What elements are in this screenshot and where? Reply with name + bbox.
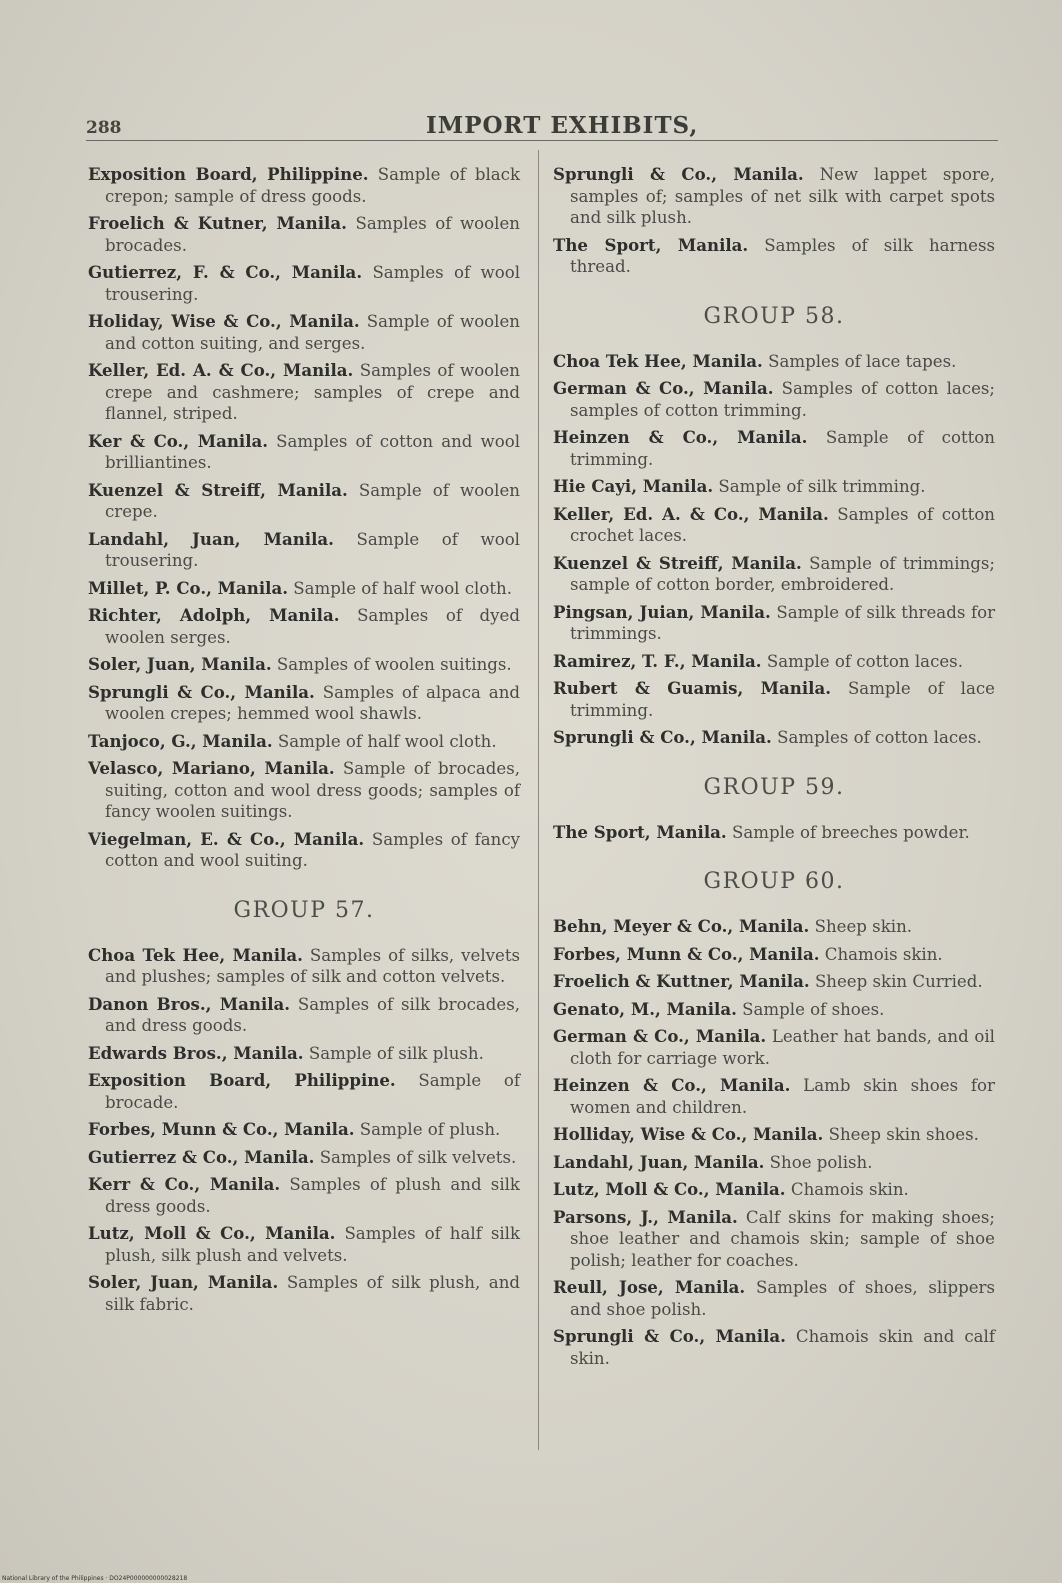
- exhibitor-name: Sprungli & Co., Manila.: [88, 681, 315, 702]
- exhibit-description: Sheep skin Curried.: [814, 972, 983, 991]
- exhibitor-name: The Sport, Manila.: [553, 821, 727, 842]
- exhibitor-name: Exposition Board, Philippine.: [88, 1070, 396, 1090]
- exhibitor-name: Reull, Jose, Manila.: [553, 1277, 746, 1297]
- exhibitor-entry: [553, 971, 995, 993]
- library-credit: National Library of the Philippines · DO24P000000000028218: [2, 1575, 188, 1582]
- exhibitor-name: Landahl, Juan, Manila.: [553, 1151, 765, 1172]
- exhibit-description: Sample of half wool cloth.: [293, 578, 512, 598]
- exhibit-description: Sample of wool trousering.: [105, 529, 520, 570]
- exhibit-description: Samples of woolen brocades.: [105, 214, 520, 255]
- exhibitor-entry: [553, 351, 995, 373]
- exhibit-description: Samples of cotton laces; samples of cotton trimming.: [570, 379, 995, 420]
- exhibitor-name: Heinzen & Co., Manila.: [553, 1075, 791, 1095]
- exhibitor-name: Danon Bros., Manila.: [88, 993, 291, 1014]
- exhibitor-name: Sprungli & Co., Manila.: [553, 727, 772, 747]
- exhibit-description: Samples of silks, velvets and plushes; samples of silk and cotton velvets.: [105, 945, 521, 986]
- exhibit-description: Sample of brocade.: [105, 1071, 521, 1112]
- exhibitor-name: Behn, Meyer & Co., Manila.: [553, 916, 810, 936]
- exhibitor-entry: [88, 213, 520, 256]
- exhibitor-entry: [88, 945, 520, 988]
- exhibitor-name: Kerr & Co., Manila.: [88, 1174, 281, 1194]
- exhibitor-name: Tanjoco, G., Manila.: [88, 730, 273, 751]
- exhibitor-name: Choa Tek Hee, Manila.: [88, 944, 303, 965]
- exhibitor-name: Kuenzel & Streiff, Manila.: [88, 479, 348, 500]
- exhibitor-name: Heinzen & Co., Manila.: [553, 427, 808, 447]
- exhibit-description: Shoe polish.: [769, 1152, 873, 1172]
- header-rule: [86, 140, 998, 141]
- right-entries-a: [553, 164, 995, 278]
- exhibitor-entry: [553, 378, 995, 421]
- exhibitor-entry: [88, 829, 520, 872]
- exhibit-description: Sample of half wool cloth.: [277, 731, 497, 751]
- exhibitor-name: Forbes, Munn & Co., Manila.: [88, 1119, 355, 1139]
- page-header: [86, 112, 1006, 142]
- exhibit-description: New lappet spore, samples of; samples of net silk with carpet spots and silk plush.: [570, 165, 995, 227]
- exhibitor-entry: [88, 529, 520, 572]
- exhibitor-name: Froelich & Kutner, Manila.: [88, 213, 347, 233]
- left-column: [88, 164, 520, 1321]
- exhibitor-entry: [553, 1075, 995, 1118]
- exhibitor-entry: [88, 758, 520, 823]
- exhibit-description: Sample of woolen and cotton suiting, and serges.: [105, 312, 520, 353]
- exhibitor-entry: [553, 553, 995, 596]
- exhibitor-entry: [553, 504, 995, 547]
- exhibitor-entry: [88, 731, 520, 753]
- exhibit-description: Calf skins for making shoes; shoe leather and chamois skin; sample of shoe polish; leather for coaches.: [570, 1207, 995, 1270]
- exhibitor-name: Keller, Ed. A. & Co., Manila.: [88, 360, 354, 380]
- column-divider: [538, 150, 539, 1450]
- exhibitor-entry: [88, 654, 520, 676]
- exhibit-description: Leather hat bands, and oil cloth for carriage work.: [570, 1027, 995, 1068]
- exhibit-description: Samples of silk velvets.: [319, 1147, 517, 1167]
- exhibitor-entry: [88, 360, 520, 425]
- right-entries-d: [553, 916, 995, 1369]
- exhibitor-name: Lutz, Moll & Co., Manila.: [88, 1223, 336, 1243]
- exhibit-description: Sample of woolen crepe.: [105, 480, 520, 521]
- exhibit-description: Sample of breeches powder.: [731, 822, 970, 842]
- exhibitor-entry: [88, 605, 520, 648]
- exhibit-description: Samples of woolen crepe and cashmere; samples of crepe and flannel, striped.: [105, 361, 520, 423]
- right-column: [553, 164, 995, 1375]
- exhibitor-entry: [553, 1277, 995, 1320]
- exhibit-description: Samples of silk plush, and silk fabric.: [105, 1273, 520, 1314]
- exhibitor-entry: [88, 1223, 520, 1266]
- exhibit-description: Samples of fancy cotton and wool suiting.: [105, 829, 520, 870]
- exhibit-description: Sheep skin.: [814, 917, 913, 936]
- exhibit-description: Chamois skin.: [790, 1180, 909, 1199]
- exhibitor-entry: [88, 1174, 520, 1217]
- exhibit-description: Sample of silk plush.: [308, 1043, 484, 1063]
- exhibit-description: Sample of silk trimming.: [718, 477, 926, 496]
- exhibitor-name: The Sport, Manila.: [553, 234, 749, 255]
- exhibitor-name: Pingsan, Juian, Manila.: [553, 601, 771, 622]
- exhibitor-entry: [553, 678, 995, 721]
- exhibitor-name: Froelich & Kuttner, Manila.: [553, 971, 810, 991]
- exhibit-description: Samples of plush and silk dress goods.: [105, 1175, 520, 1216]
- exhibit-description: Samples of silk harness thread.: [570, 235, 996, 276]
- exhibitor-name: Edwards Bros., Manila.: [88, 1042, 304, 1063]
- left-entries-b: [88, 945, 520, 1316]
- exhibit-description: Sheep skin shoes.: [828, 1125, 979, 1144]
- exhibitor-entry: [553, 164, 995, 229]
- exhibit-description: Samples of alpaca and woolen crepes; hemmed wool shawls.: [105, 682, 521, 723]
- exhibit-description: Sample of plush.: [359, 1120, 501, 1139]
- group-57-heading: GROUP 57.: [233, 897, 375, 923]
- exhibitor-entry: [88, 480, 520, 523]
- exhibitor-entry: [553, 651, 995, 673]
- exhibit-description: Samples of lace tapes.: [768, 351, 957, 371]
- exhibitor-name: Millet, P. Co., Manila.: [88, 577, 288, 598]
- exhibit-description: Samples of wool trousering.: [105, 263, 520, 304]
- exhibit-description: Samples of silk brocades, and dress goods.: [105, 994, 520, 1035]
- exhibit-description: Lamb skin shoes for women and children.: [570, 1076, 995, 1117]
- exhibitor-entry: [88, 1119, 520, 1141]
- exhibitor-entry: [553, 727, 995, 749]
- exhibitor-name: German & Co., Manila.: [553, 1026, 767, 1046]
- exhibitor-name: Landahl, Juan, Manila.: [88, 528, 334, 549]
- exhibit-description: Samples of cotton laces.: [777, 728, 982, 747]
- right-entries-c: [553, 822, 995, 844]
- exhibitor-name: Genato, M., Manila.: [553, 998, 737, 1019]
- exhibitor-name: Choa Tek Hee, Manila.: [553, 350, 763, 371]
- exhibit-description: Sample of cotton trimming.: [570, 428, 995, 469]
- exhibit-description: Sample of silk threads for trimmings.: [570, 602, 996, 643]
- exhibit-description: Samples of half silk plush, silk plush and velvets.: [105, 1224, 521, 1265]
- exhibit-description: Samples of shoes, slippers and shoe polish.: [570, 1278, 995, 1319]
- exhibitor-entry: [553, 1179, 995, 1201]
- exhibitor-entry: [88, 311, 520, 354]
- left-entries-a: [88, 164, 520, 872]
- exhibit-description: Chamois skin and calf skin.: [570, 1327, 995, 1368]
- exhibitor-entry: [553, 999, 995, 1021]
- exhibitor-name: Parsons, J., Manila.: [553, 1206, 738, 1227]
- exhibitor-entry: [553, 602, 995, 645]
- exhibit-description: Sample of trimmings; sample of cotton border, embroidered.: [570, 553, 995, 594]
- exhibitor-entry: [88, 1147, 520, 1169]
- exhibitor-entry: [553, 476, 995, 498]
- exhibitor-entry: [553, 822, 995, 844]
- exhibitor-name: Viegelman, E. & Co., Manila.: [88, 828, 365, 849]
- exhibit-description: Sample of cotton laces.: [766, 651, 963, 671]
- exhibit-description: Sample of black crepon; sample of dress goods.: [105, 165, 521, 206]
- exhibit-description: Sample of lace trimming.: [570, 679, 995, 720]
- exhibitor-name: Richter, Adolph, Manila.: [88, 605, 340, 625]
- exhibitor-name: Sprungli & Co., Manila.: [553, 164, 804, 184]
- exhibitor-name: Velasco, Mariano, Manila.: [88, 758, 335, 778]
- exhibitor-name: Forbes, Munn & Co., Manila.: [553, 943, 820, 964]
- exhibitor-name: Hie Cayi, Manila.: [553, 476, 714, 496]
- exhibitor-name: Exposition Board, Philippine.: [88, 164, 369, 184]
- exhibitor-entry: [88, 262, 520, 305]
- exhibitor-name: Soler, Juan, Manila.: [88, 654, 272, 674]
- exhibitor-entry: [553, 1124, 995, 1146]
- exhibit-description: Samples of dyed woolen serges.: [105, 606, 520, 647]
- exhibitor-entry: [88, 578, 520, 600]
- exhibitor-entry: [88, 994, 520, 1037]
- exhibit-description: Sample of shoes.: [742, 999, 885, 1019]
- exhibitor-name: Gutierrez, F. & Co., Manila.: [88, 262, 363, 282]
- page-number: 288: [86, 118, 122, 138]
- exhibit-description: Sample of brocades, suiting, cotton and wool dress goods; samples of fancy woolen suitings.: [105, 759, 520, 821]
- exhibitor-entry: [553, 944, 995, 966]
- exhibitor-name: Soler, Juan, Manila.: [88, 1272, 279, 1292]
- exhibitor-name: Gutierrez & Co., Manila.: [88, 1146, 315, 1167]
- exhibitor-entry: [88, 1043, 520, 1065]
- exhibitor-name: Rubert & Guamis, Manila.: [553, 678, 831, 698]
- exhibitor-name: Keller, Ed. A. & Co., Manila.: [553, 503, 829, 524]
- group-60-heading: GROUP 60.: [703, 869, 845, 894]
- running-head: IMPORT EXHIBITS,: [426, 112, 699, 139]
- exhibitor-entry: [553, 235, 995, 278]
- exhibitor-name: Sprungli & Co., Manila.: [553, 1326, 786, 1346]
- exhibitor-entry: [88, 164, 520, 207]
- exhibitor-entry: [88, 431, 520, 474]
- group-59-heading: GROUP 59.: [703, 774, 845, 800]
- exhibitor-entry: [553, 1326, 995, 1369]
- exhibitor-entry: [88, 1272, 520, 1315]
- group-58-heading: GROUP 58.: [703, 303, 845, 329]
- exhibitor-entry: [88, 1070, 520, 1113]
- exhibitor-name: Kuenzel & Streiff, Manila.: [553, 552, 802, 573]
- exhibit-description: Chamois skin.: [824, 944, 943, 964]
- exhibitor-entry: [553, 1152, 995, 1174]
- exhibitor-entry: [553, 427, 995, 470]
- exhibit-description: Samples of woolen suitings.: [276, 655, 512, 674]
- exhibit-description: Samples of cotton and wool brilliantines.: [105, 431, 521, 472]
- exhibit-description: Samples of cotton crochet laces.: [570, 504, 995, 545]
- right-entries-b: [553, 351, 995, 749]
- exhibitor-entry: [88, 682, 520, 725]
- exhibitor-name: Ker & Co., Manila.: [88, 430, 269, 451]
- exhibitor-entry: [553, 1207, 995, 1272]
- exhibitor-entry: [553, 916, 995, 938]
- exhibitor-name: Lutz, Moll & Co., Manila.: [553, 1179, 786, 1199]
- exhibitor-entry: [553, 1026, 995, 1069]
- exhibitor-name: Holliday, Wise & Co., Manila.: [553, 1124, 824, 1144]
- exhibitor-name: German & Co., Manila.: [553, 378, 774, 398]
- exhibitor-name: Holiday, Wise & Co., Manila.: [88, 311, 360, 331]
- exhibitor-name: Ramirez, T. F., Manila.: [553, 650, 762, 671]
